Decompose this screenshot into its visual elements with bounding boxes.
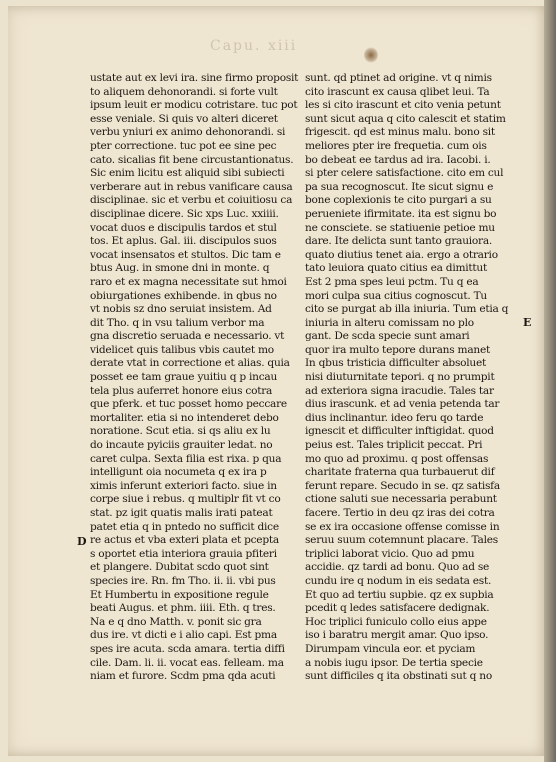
text-line: cundu ire q nodum in eis sedata est.	[305, 574, 492, 587]
text-line: vt nobis sz dno seruiat insistem. Ad	[90, 303, 272, 316]
text-line: ad exteriora signa iracudie. Tales tar	[305, 384, 494, 397]
text-line: pa sua recognoscut. Ite sicut signu e	[305, 180, 494, 193]
text-line: ferunt repare. Secudo in se. qz satisfa	[305, 479, 500, 492]
text-line: Na e q dno Matth. v. ponit sic gra	[90, 615, 262, 628]
text-line: raro et ex magna necessitate sut hmoi	[90, 275, 287, 288]
text-line: beati Augus. et phm. iiii. Eth. q tres.	[90, 602, 276, 615]
left-column	[90, 72, 318, 684]
text-line: to aliquem dehonorandi. si forte vult	[90, 85, 278, 98]
text-line: dare. Ite delicta sunt tanto grauiora.	[305, 235, 493, 248]
text-line: tos. Et aplus. Gal. iii. discipulos suos	[90, 235, 277, 248]
text-line: disciplinae. sic et verbu et coiuitiosu ca	[90, 194, 293, 207]
text-line: bone coplexionis te cito purgari a su	[305, 194, 492, 207]
text-line: gant. De scda specie sunt amari	[305, 330, 470, 343]
ink-stain	[364, 47, 378, 63]
text-line: vocat duos e discipulis tardos et stul	[90, 221, 277, 234]
text-line: Est 2 pma spes leui pctm. Tu q ea	[305, 275, 479, 288]
text-line: ignescit et difficulter inftigidat. quod	[305, 425, 494, 438]
text-line: quor ira multo tepore durans manet	[305, 343, 491, 356]
text-line: sunt difficiles q ita obstinati sut q no	[305, 670, 492, 683]
text-line: charitate fraterna qua turbauerut dif	[305, 466, 495, 479]
text-line: esse veniale. Si quis vo alteri diceret	[90, 112, 278, 125]
text-line: pcedit q ledes satisfacere dedignak.	[305, 602, 490, 615]
text-line: ne consciete. se statiuenie petioe mu	[305, 221, 495, 234]
text-line: re actus et vba exteri plata et pcepta	[90, 534, 279, 547]
text-line: videlicet quis talibus vbis cautet mo	[90, 343, 274, 356]
text-line: seruu suum cotemnunt placare. Tales	[305, 534, 498, 547]
text-line: triplici laborat vicio. Quo ad pmu	[305, 547, 475, 560]
text-line: et plangere. Dubitat scdo quot sint	[90, 561, 269, 574]
text-line: vocat insensatos et stultos. Dic tam e	[90, 248, 281, 261]
text-line: iso i baratru mergit amar. Quo ipso.	[305, 629, 489, 642]
text-line: Et Humbertu in expositione regule	[90, 588, 269, 601]
text-line: corpe siue i rebus. q multiplr fit vt co	[90, 493, 281, 506]
text-line: mortaliter. etia si no intenderet debo	[90, 411, 279, 424]
text-line: a nobis iugu ipsor. De tertia specie	[305, 656, 483, 669]
text-line: les si cito irascunt et cito venia petunt	[305, 99, 501, 112]
text-line: Hoc triplici funiculo collo eius appe	[305, 615, 487, 628]
text-line: tela plus auferret honore eius cotra	[90, 384, 273, 397]
text-line: In qbus tristicia difficulter absoluet	[305, 357, 487, 370]
text-line: sunt sicut aqua q cito calescit et statim	[305, 112, 506, 125]
text-line: tato leuiora quato citius ea dimittut	[305, 262, 487, 275]
text-line: iniuria in alteru comissam no plo	[305, 316, 474, 329]
text-line: btus Aug. in smone dni in monte. q	[90, 262, 270, 275]
text-line: sunt. qd ptinet ad origine. vt q nimis	[305, 72, 492, 84]
text-line: mo quo ad proximu. q post offensas	[305, 452, 489, 465]
text-line: nisi diuturnitate tepori. q no prumpit	[305, 371, 495, 384]
text-line: peius est. Tales triplicit peccat. Pri	[305, 439, 483, 452]
text-line: si pter celere satisfactione. cito em cul	[305, 167, 504, 180]
text-line: dius inclinantur. ideo feru qo tarde	[305, 411, 484, 424]
margin-marker-right: E	[523, 316, 532, 329]
text-line: cito irascunt ex causa qlibet leui. Ta	[305, 85, 490, 98]
text-line: que pferk. et tuc posset homo peccare	[90, 398, 287, 411]
margin-marker-left: D	[77, 535, 87, 548]
text-line: derate vtat in correctione et alias. quia	[90, 357, 290, 370]
text-line: frigescit. qd est minus malu. bono sit	[305, 126, 495, 139]
text-line: stat. pz igit quatis malis irati pateat	[90, 507, 273, 519]
text-line: species ire. Rn. fm Tho. ii. ii. vbi pus	[90, 574, 276, 587]
text-line: meliores pter ire frequetia. cum ois	[305, 139, 487, 152]
text-line: gna discretio seruada e necessario. vt	[90, 330, 285, 343]
text-line: verbu yniuri ex animo dehonorandi. si	[90, 126, 286, 139]
text-line: do incaute pyiciis grauiter ledat. no	[90, 439, 273, 452]
text-line: mori culpa sua citius cognoscut. Tu	[305, 289, 488, 302]
text-line: cile. Dam. li. ii. vocat eas. felleam. ma	[90, 656, 284, 669]
text-line: cito se purgat ab illa iniuria. Tum etia q	[305, 303, 509, 316]
text-line: verberare aut in rebus vanificare causa	[90, 180, 293, 193]
text-line: spes ire acuta. scda amara. tertia diffi	[90, 642, 285, 655]
text-line: perueniete ifirmitate. ita est signu bo	[305, 207, 497, 220]
text-line: dius irascunk. et ad venia petenda tar	[305, 398, 500, 411]
text-line: Et quo ad tertiu supbie. qz ex supbia	[305, 588, 494, 601]
text-line: intelligunt oia nocumeta q ex ira p	[90, 466, 267, 479]
text-line: Sic enim licitu est aliquid sibi subiecti	[90, 167, 285, 180]
text-line: cato. sicalias fit bene circustantionatus.	[90, 153, 294, 166]
text-line: ctione saluti sue necessaria perabunt	[305, 493, 497, 506]
text-line: facere. Tertio in deu qz iras dei cotra	[305, 507, 495, 519]
text-line: quato diutius tenet aia. ergo a otrario	[305, 248, 498, 261]
book-gutter	[544, 0, 556, 762]
text-line: patet etia q in pntedo no sufficit dice	[90, 520, 279, 533]
text-line: ipsum leuit er modicu cotristare. tuc pot	[90, 99, 298, 112]
text-line: se ex ira occasione offense comisse in	[305, 520, 500, 533]
text-line: posset ee tam graue yuitiu q p incau	[90, 371, 278, 384]
text-line: noratione. Scut etia. si qs aliu ex lu	[90, 425, 271, 438]
text-line: pter correctione. tuc pot ee sine pec	[90, 139, 277, 152]
text-line: disciplinae dicere. Sic xps Luc. xxiiii.	[90, 207, 279, 220]
page-header: Capu. xiii	[210, 38, 298, 54]
text-line: accidie. qz tardi ad bonu. Quo ad se	[305, 561, 490, 574]
text-line: niam et furore. Scdm pma qda acuti	[90, 670, 276, 683]
text-line: dit Tho. q in vsu talium verbor ma	[90, 316, 265, 329]
text-line: Dirumpam vincula eor. et pyciam	[305, 642, 476, 655]
right-column	[305, 72, 533, 684]
text-line: obiurgationes exhibende. in qbus no	[90, 289, 277, 302]
text-line: dus ire. vt dicti e i alio capi. Est pma	[90, 629, 277, 642]
text-line: caret culpa. Sexta filia est rixa. p qua	[90, 452, 282, 465]
text-line: s oportet etia interiora grauia pfiteri	[90, 547, 277, 560]
text-line: ustate aut ex levi ira. sine firmo proposit	[90, 72, 299, 84]
text-line: ximis inferunt exteriori facto. siue in	[90, 479, 277, 492]
text-line: bo debeat ee tardus ad ira. Iacobi. i.	[305, 153, 491, 166]
